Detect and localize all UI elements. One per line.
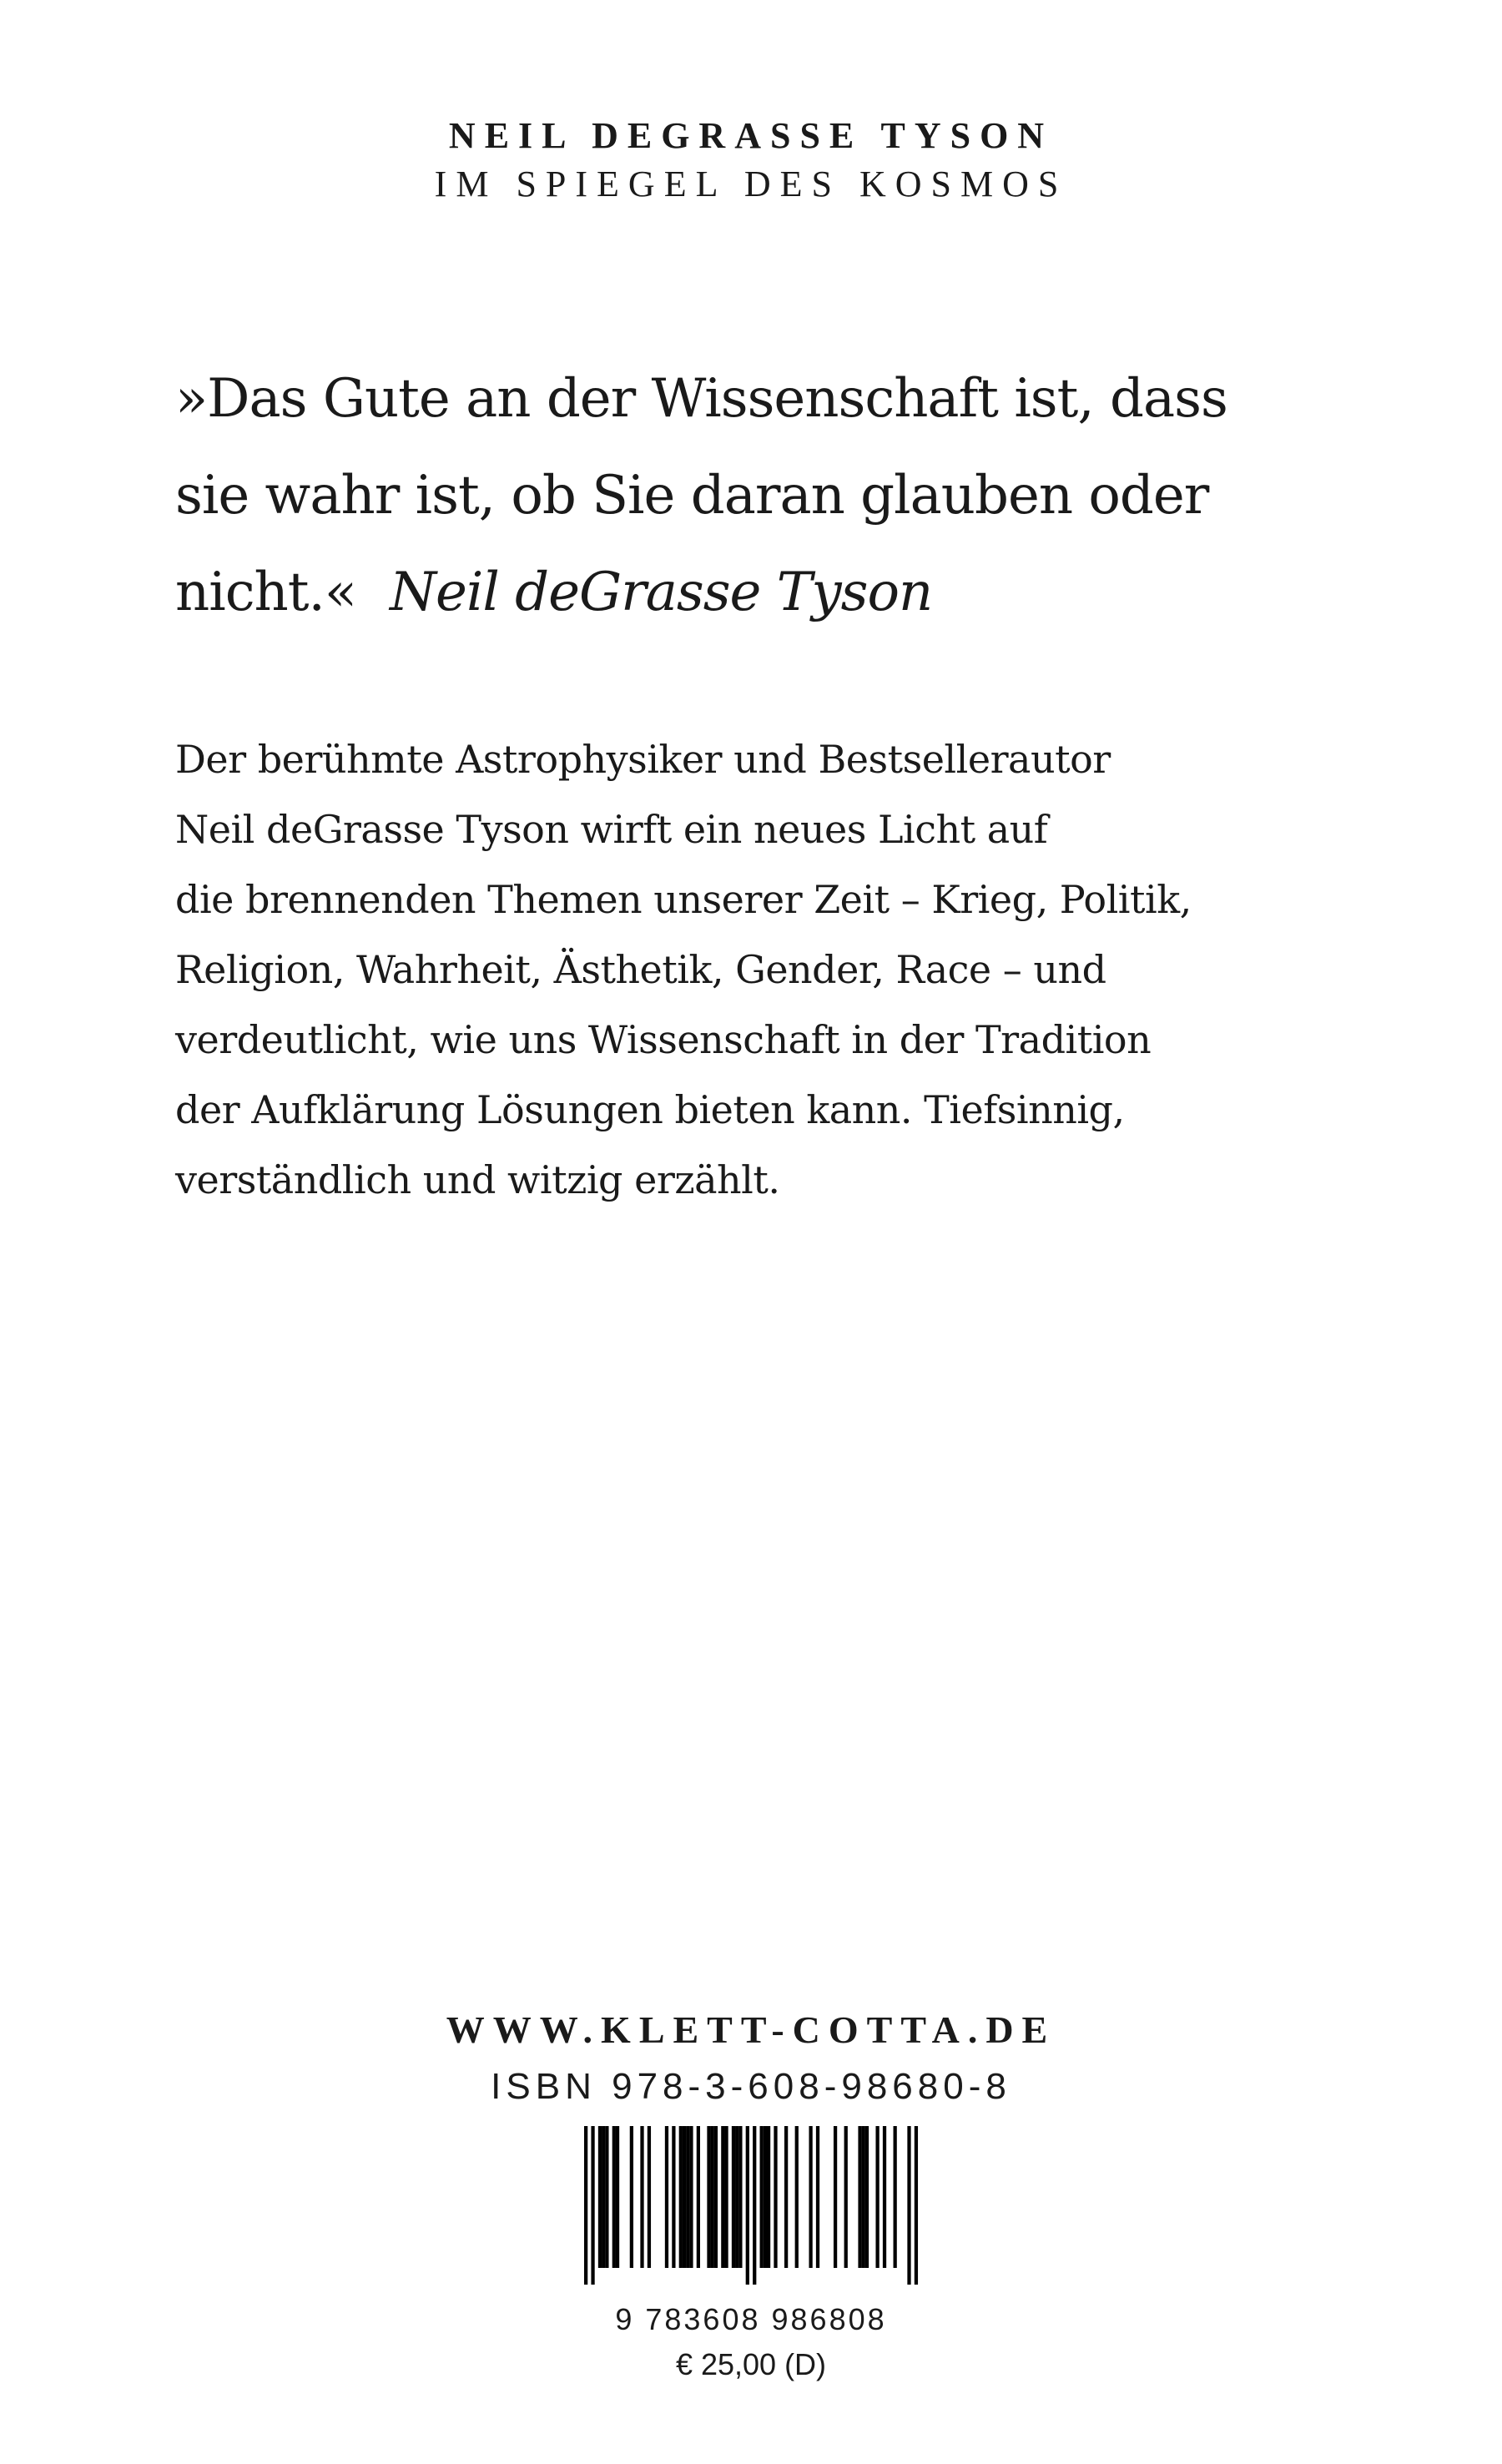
barcode-bar [883,2126,886,2268]
barcode-bar [648,2126,651,2268]
blurb-line: Neil deGrasse Tyson wirft ein neues Licht auf [175,807,1048,852]
barcode-bar [764,2126,767,2268]
barcode-bar [707,2126,710,2268]
barcode-bar [767,2126,770,2268]
blurb-line: Der berühmte Astrophysiker und Bestsellerautor [175,737,1111,782]
barcode-bar [679,2126,683,2268]
author-name: NEIL DEGRASSE TYSON [448,115,1054,156]
barcode-bar [746,2126,749,2285]
quote-block [175,350,1343,641]
barcode-bar [753,2126,756,2285]
barcode-bar [686,2126,689,2268]
barcode-bar [672,2126,675,2268]
barcode-bar [816,2126,819,2268]
barcode-bar [907,2126,910,2285]
barcode-bar [683,2126,686,2268]
barcode-bar [689,2126,693,2268]
barcode-bar [760,2126,764,2268]
barcode-bar [714,2126,718,2268]
barcode-bar [862,2126,865,2268]
publisher-website[interactable]: WWW.KLETT-COTTA.DE [446,2008,1056,2051]
barcode-bar [640,2126,643,2268]
barcode-bar [858,2126,861,2268]
barcode-bar [732,2126,735,2268]
blurb-text [175,724,1343,1215]
barcode-bar [724,2126,728,2268]
barcode-bar [612,2126,616,2268]
barcode-bar [711,2126,714,2268]
barcode [576,2126,926,2310]
quote-attribution: Neil deGrasse Tyson [389,562,933,623]
blurb-line: der Aufklärung Lösungen bieten kann. Tiefsinnig, [175,1087,1125,1132]
barcode-bar [834,2126,837,2268]
barcode-bar [721,2126,724,2268]
barcode-bar [809,2126,812,2268]
barcode-bar [584,2126,587,2285]
isbn-number: ISBN 978-3-608-98680-8 [491,2066,1011,2107]
barcode-bar [616,2126,619,2268]
barcode-bar [875,2126,879,2268]
barcode-bar [738,2126,742,2268]
barcode-bar [795,2126,799,2268]
barcode-bar [602,2126,605,2268]
quote-line-last [175,544,1343,641]
barcode-bar [784,2126,788,2268]
barcode-bar [697,2126,700,2268]
quote-line: nicht.« [175,562,356,623]
barcode-bar [630,2126,633,2268]
quote-line: »Das Gute an der Wissenschaft ist, dass [175,368,1227,430]
barcode-bar [598,2126,602,2268]
barcode-bar [865,2126,869,2268]
quote-line: sie wahr ist, ob Sie daran glauben oder [175,465,1209,527]
blurb-line: Religion, Wahrheit, Ästhetik, Gender, Race – und [175,947,1106,992]
blurb-line: verdeutlicht, wie uns Wissenschaft in der Tradition [175,1017,1152,1062]
barcode-digits: 9 783608 986808 [615,2302,887,2336]
barcode-bar [605,2126,608,2268]
barcode-bar [735,2126,738,2268]
barcode-bar [774,2126,777,2268]
barcode-bar [894,2126,897,2268]
blurb-line: verständlich und witzig erzählt. [175,1157,780,1202]
price-label: € 25,00 (D) [675,2347,827,2381]
barcode-bar [915,2126,918,2285]
barcode-bar [844,2126,848,2268]
barcode-bar [665,2126,668,2268]
blurb-line: die brennenden Themen unserer Zeit – Krieg, Politik, [175,877,1192,922]
barcode-bar [591,2126,594,2285]
book-title: IM SPIEGEL DES KOSMOS [434,164,1068,204]
barcode-bars [576,2126,926,2285]
